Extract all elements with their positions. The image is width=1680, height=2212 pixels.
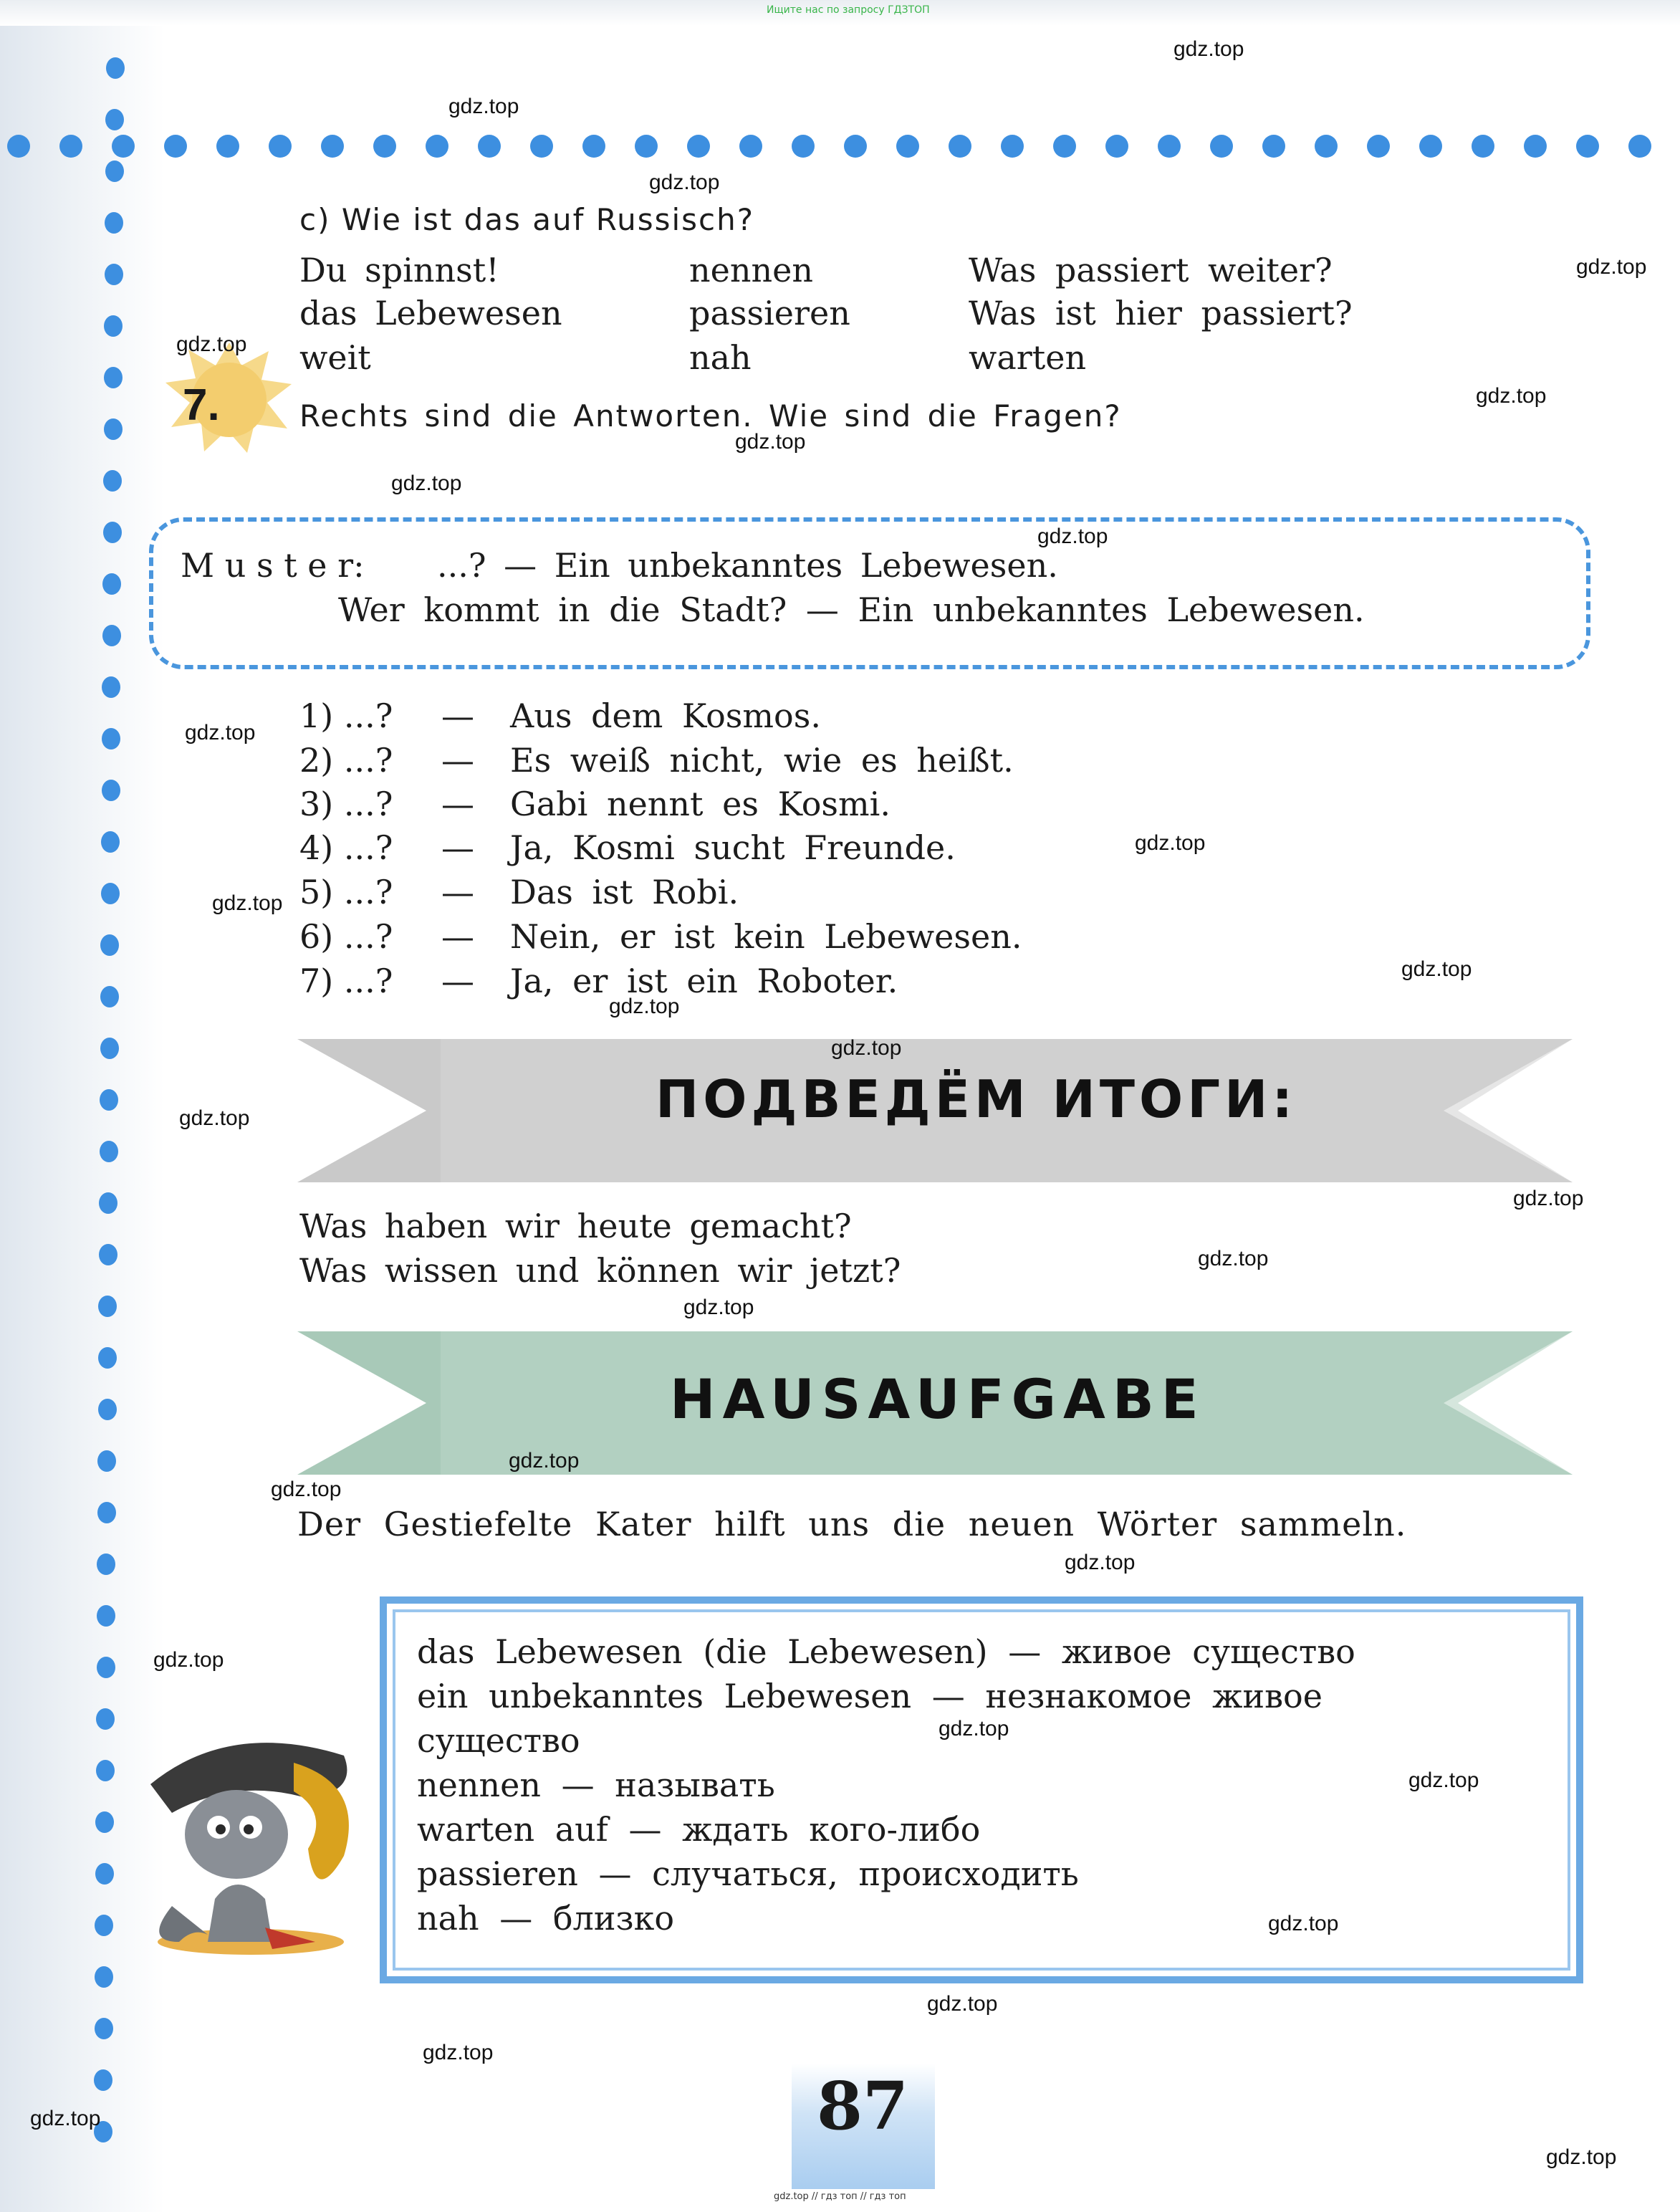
vocabulary-line: ein unbekanntes Lebewesen — незнакомое живое [417,1677,1323,1715]
border-dot [216,135,239,158]
watermark-text: gdz.top [1037,525,1108,548]
border-dot [96,1760,115,1781]
watermark-text: gdz.top [212,891,283,915]
watermark-text: gdz.top [1065,1551,1136,1574]
task-item-dash: — [441,828,474,867]
task-item-dash: — [441,917,474,956]
watermark-text: gdz.top [271,1478,342,1501]
section-c-col3-line1: Was passiert weiter? [969,251,1333,289]
watermark-text: gdz.top [179,1106,250,1130]
task-item-dash: — [441,696,474,735]
border-dot [1576,135,1599,158]
watermark-text: gdz.top [1576,255,1647,279]
watermark-text: gdz.top [423,2041,494,2064]
watermark-text: gdz.top [1546,2145,1617,2169]
border-dot [1210,135,1233,158]
vocabulary-line: существо [417,1721,580,1760]
watermark-text: gdz.top [939,1717,1009,1741]
watermark-text: gdz.top [176,332,247,356]
border-dot [102,625,121,646]
watermark-text: gdz.top [1476,384,1547,408]
section-c-col3-line2: Was ist hier passiert? [969,294,1353,332]
task-item-number: 7) ...? [299,962,393,1000]
vocabulary-line: das Lebewesen (die Lebewesen) — живое существо [417,1632,1355,1671]
border-dot [99,1244,117,1265]
watermark-text: gdz.top [1408,1768,1479,1792]
section-c-col1-line1: Du spinnst! [299,251,499,289]
task-instruction: Rechts sind die Antworten. Wie sind die Fragen? [299,398,1122,434]
task-item-number: 1) ...? [299,696,393,735]
border-dot [100,1141,118,1162]
border-dot [635,135,658,158]
section-c-label: c) Wie ist das auf Russisch? [299,202,755,237]
border-dot [105,161,124,182]
border-dot [97,1605,115,1627]
border-dot [95,2018,113,2039]
border-dot [97,1502,116,1523]
border-dot [1262,135,1285,158]
task-item-dash: — [441,962,474,1000]
border-dot [101,883,120,904]
border-dot [896,135,919,158]
border-dot [104,418,123,440]
vocabulary-line: warten auf — ждать кого-либо [417,1810,981,1849]
muster-label: M u s t e r: [181,546,365,585]
border-dot [95,1863,114,1885]
vocabulary-line: nah — близко [417,1899,675,1938]
vocabulary-line: passieren — случаться, происходить [417,1854,1079,1893]
puss-in-boots-illustration [129,1727,373,1963]
border-dot [100,1038,119,1059]
section-c-col2-line3: nah [689,338,752,377]
border-dot [687,135,710,158]
border-dot [530,135,553,158]
border-dot [1158,135,1181,158]
border-dot [7,135,30,158]
watermark-text: gdz.top [509,1449,580,1473]
border-dot [1315,135,1338,158]
border-dot [103,522,122,543]
watermark-text: gdz.top [649,171,720,194]
border-dot [321,135,344,158]
border-dot [478,135,501,158]
page-number: 87 [817,2067,909,2145]
summary-question-1: Was haben wir heute gemacht? [299,1207,852,1245]
watermark-text: gdz.top [1401,957,1472,981]
watermark-text: gdz.top [185,721,256,744]
border-dot [103,470,122,492]
border-dot [164,135,187,158]
border-dot [269,135,292,158]
watermark-text: gdz.top [735,430,806,454]
summary-banner [297,1032,1573,1189]
task-item-number: 4) ...? [299,828,393,867]
watermark-text: gdz.top [683,1296,754,1319]
watermark-text: gdz.top [609,995,680,1018]
border-dot [792,135,815,158]
border-dot [94,2069,112,2091]
section-c-col2-line2: passieren [689,294,850,332]
border-dot [582,135,605,158]
task-item-number: 5) ...? [299,873,393,911]
border-dot [100,1089,118,1111]
border-dot [1472,135,1494,158]
task-item-answer: Es weiß nicht, wie es heißt. [510,741,1014,780]
border-dot [96,1708,115,1730]
bottom-note: gdz.top // гдз топ // гдз топ [774,2191,906,2202]
border-dot [1053,135,1076,158]
border-dot [102,780,120,801]
vocabulary-line: nennen — называть [417,1766,775,1804]
watermark-text: gdz.top [1198,1247,1269,1270]
border-dot [1524,135,1547,158]
watermark-text: gdz.top [1135,831,1206,855]
homework-banner-text: HAUSAUFGABE [670,1367,1206,1431]
watermark-text: gdz.top [448,95,519,118]
task-item-dash: — [441,785,474,823]
summary-banner-text: ПОДВЕДЁМ ИТОГИ: [656,1069,1297,1129]
border-dot [105,109,124,130]
border-dot [98,1399,117,1420]
homework-intro: Der Gestiefelte Kater hilft uns die neuen Wörter sammeln. [297,1505,1407,1543]
border-dot [100,986,119,1007]
task-item-answer: Ja, Kosmi sucht Freunde. [510,828,956,867]
section-c-col1-line2: das Lebewesen [299,294,562,332]
border-dot [95,1966,113,1988]
border-dot [97,1657,115,1678]
task-item-answer: Gabi nennt es Kosmi. [510,785,891,823]
muster-line-2: Wer kommt in die Stadt? — Ein unbekanntes Lebewesen. [338,590,1365,629]
border-dot [739,135,762,158]
task-item-number: 6) ...? [299,917,393,956]
task-item-answer: Ja, er ist ein Roboter. [510,962,898,1000]
border-dot [949,135,971,158]
task-item-number: 3) ...? [299,785,393,823]
border-dot [373,135,396,158]
border-dot [112,135,135,158]
border-dot [98,1347,117,1369]
border-dot [1105,135,1128,158]
watermark-text: gdz.top [153,1648,224,1672]
task-item-answer: Aus dem Kosmos. [510,696,821,735]
task-item-answer: Das ist Robi. [510,873,739,911]
watermark-text: gdz.top [1173,37,1244,61]
border-dot [104,367,123,388]
border-dot [59,135,82,158]
border-dot [1419,135,1442,158]
muster-line-1: ...? — Ein unbekanntes Lebewesen. [437,546,1058,585]
section-c-col1-line3: weit [299,338,371,377]
task-number: 7. [183,380,220,430]
border-dot [1001,135,1024,158]
watermark-text: gdz.top [391,471,462,495]
section-c-col3-line3: warten [969,338,1087,377]
border-dot [1367,135,1390,158]
watermark-text: gdz.top [30,2107,101,2130]
task-item-answer: Nein, er ist kein Lebewesen. [510,917,1022,956]
watermark-text: gdz.top [1513,1187,1584,1210]
watermark-text: gdz.top [927,1992,998,2016]
top-note: Ищите нас по запросу ГДЗТОП [767,4,930,16]
watermark-text: gdz.top [831,1036,902,1060]
border-dot [1628,135,1651,158]
border-dot [97,1450,116,1472]
summary-question-2: Was wissen und können wir jetzt? [299,1251,901,1290]
border-dot [105,264,123,285]
border-dot [426,135,448,158]
border-dot [844,135,867,158]
task-item-dash: — [441,741,474,780]
task-item-dash: — [441,873,474,911]
homework-banner [297,1324,1573,1482]
border-dot [102,728,120,750]
task-item-number: 2) ...? [299,741,393,780]
border-dot [106,57,125,79]
section-c-col2-line1: nennen [689,251,813,289]
watermark-text: gdz.top [1268,1912,1339,1935]
